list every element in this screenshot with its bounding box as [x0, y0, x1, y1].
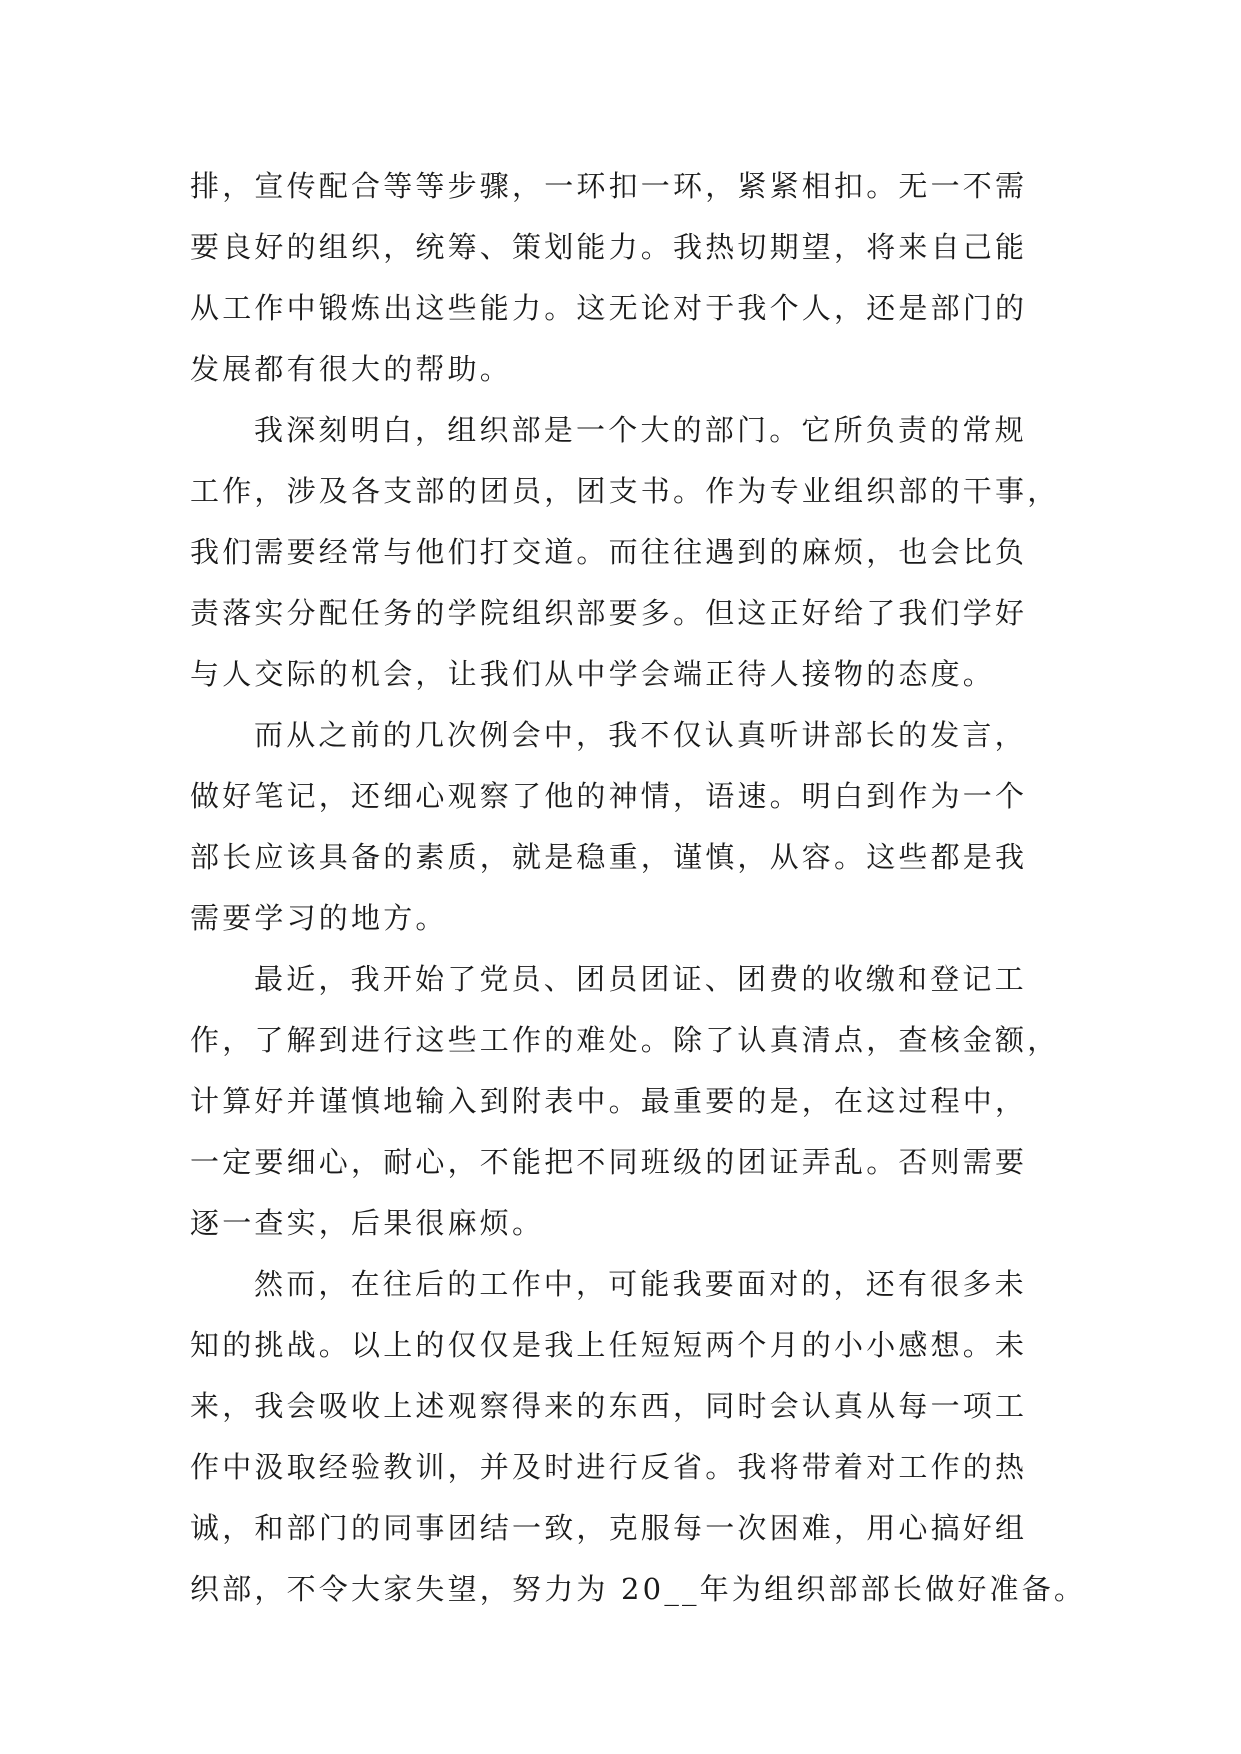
- text-line: 从工作中锻炼出这些能力。这无论对于我个人，还是部门的: [190, 291, 1028, 325]
- document-body: [190, 156, 1087, 1620]
- text-line: 需要学习的地方。: [190, 901, 448, 935]
- text-line: 要良好的组织，统筹、策划能力。我热切期望，将来自己能: [190, 230, 1028, 264]
- text-line: 排，宣传配合等等步骤，一环扣一环，紧紧相扣。无一不需: [190, 169, 1028, 203]
- text-line: 织部，不令大家失望，努力为 20__年为组织部部长做好准备。: [190, 1572, 1087, 1606]
- text-line: 逐一查实，后果很麻烦。: [190, 1206, 545, 1240]
- text-line: 最近，我开始了党员、团员团证、团费的收缴和登记工: [254, 962, 1027, 996]
- paragraph-5: [190, 1254, 1087, 1620]
- text-line: 来，我会吸收上述观察得来的东西，同时会认真从每一项工: [190, 1389, 1028, 1423]
- text-line: 部长应该具备的素质，就是稳重，谨慎，从容。这些都是我: [190, 840, 1028, 874]
- text-line: 诚，和部门的同事团结一致，克服每一次困难，用心搞好组: [190, 1511, 1028, 1545]
- text-line: 知的挑战。以上的仅仅是我上任短短两个月的小小感想。未: [190, 1328, 1028, 1362]
- text-line: 与人交际的机会，让我们从中学会端正待人接物的态度。: [190, 657, 996, 691]
- text-line: 我深刻明白，组织部是一个大的部门。它所负责的常规: [254, 413, 1027, 447]
- paragraph-1: [190, 156, 1052, 400]
- paragraph-2: [190, 400, 1060, 705]
- text-line: 而从之前的几次例会中，我不仅认真听讲部长的发言，: [254, 718, 1027, 752]
- paragraph-3: [190, 705, 1052, 949]
- text-line: 一定要细心，耐心，不能把不同班级的团证弄乱。否则需要: [190, 1145, 1028, 1179]
- text-line: 工作，涉及各支部的团员，团支书。作为专业组织部的干事，: [190, 474, 1060, 508]
- text-line: 然而，在往后的工作中，可能我要面对的，还有很多未: [254, 1267, 1027, 1301]
- text-line: 作中汲取经验教训，并及时进行反省。我将带着对工作的热: [190, 1450, 1028, 1484]
- text-line: 发展都有很大的帮助。: [190, 352, 513, 386]
- paragraph-4: [190, 949, 1060, 1254]
- text-line: 计算好并谨慎地输入到附表中。最重要的是，在这过程中，: [190, 1084, 1028, 1118]
- text-line: 做好笔记，还细心观察了他的神情，语速。明白到作为一个: [190, 779, 1028, 813]
- text-line: 责落实分配任务的学院组织部要多。但这正好给了我们学好: [190, 596, 1028, 630]
- text-line: 作，了解到进行这些工作的难处。除了认真清点，查核金额，: [190, 1023, 1060, 1057]
- text-line: 我们需要经常与他们打交道。而往往遇到的麻烦，也会比负: [190, 535, 1028, 569]
